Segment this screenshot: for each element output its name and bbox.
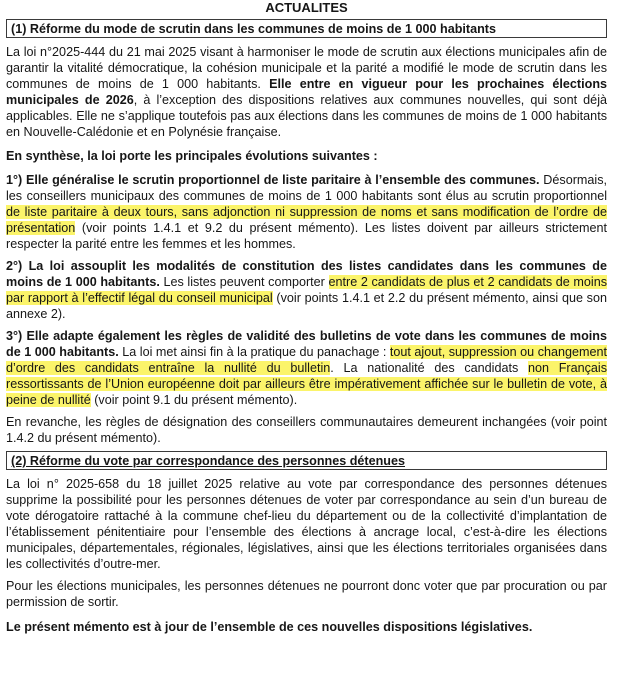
- section-1-closing: En revanche, les règles de désignation des conseillers communautaires demeurent inchangées (voir point 1.4.2 du présent mémento).: [6, 415, 607, 445]
- point-3-text-a: La loi met ainsi fin à la pratique du panachage :: [118, 345, 390, 359]
- page-title: ACTUALITES: [265, 0, 348, 15]
- section-1-intro: [6, 44, 607, 140]
- point-1-text-b: (voir points 1.4.1 et 9.2 du présent mémento). Les listes doivent par ailleurs strictement respecter la parité entre les femmes et les hommes.: [6, 221, 607, 251]
- intro-text-a: La loi n°2025-444 du 21 mai 2025 visant à harmoniser le mode de scrutin aux élections municipales afin de garantir la vitalité démocratique, la cohésion municipale et la parité a modifié le mode de scrutin dans les communes de moins de 1 000 habitants.: [6, 45, 607, 91]
- point-1: [6, 172, 607, 252]
- point-3-text-b: . La nationalité des candidats: [330, 361, 528, 375]
- point-3-highlight-a: tout ajout, suppression ou changement d’ordre des candidats entraîne la nullité du bulletin: [6, 345, 608, 375]
- section-2-heading-box: [6, 451, 607, 470]
- point-1-text-a: Désormais, les conseillers municipaux des communes de moins de 1 000 habitants sont élus au scrutin proportionnel: [6, 173, 607, 203]
- section-2-paragraph-2: Pour les élections municipales, les personnes détenues ne pourront donc voter que par procuration ou par permission de sortir.: [6, 579, 607, 609]
- point-2-heading: 2°) La loi assouplit les modalités de constitution des listes candidates dans les communes de moins de 1 000 habitants.: [6, 259, 607, 289]
- intro-bold: Elle entre en vigueur pour les prochaines élections municipales de 2026: [6, 77, 608, 107]
- point-3-highlight-b: non Français ressortissants de l’Union européenne doit par ailleurs être impérativement affichée sur le bulletin de vote, à peine de nullité: [6, 361, 608, 407]
- point-3-heading: 3°) Elle adapte également les règles de validité des bulletins de vote dans les communes de moins de 1 000 habitants.: [6, 329, 607, 359]
- point-1-highlight: de liste paritaire à deux tours, sans adjonction ni suppression de noms et sans modification de l’ordre de présentation: [6, 205, 607, 235]
- section-1-heading-box: [6, 19, 607, 38]
- summary-text: En synthèse, la loi porte les principales évolutions suivantes :: [6, 149, 378, 163]
- summary-line: [6, 148, 607, 164]
- section-1-heading: (1) Réforme du mode de scrutin dans les communes de moins de 1 000 habitants: [11, 22, 496, 36]
- point-2-text-b: (voir points 1.4.1 et 2.2 du présent mémento, ainsi que son annexe 2).: [6, 291, 607, 321]
- footer-note: Le présent mémento est à jour de l’ensemble de ces nouvelles dispositions législatives.: [6, 620, 533, 634]
- intro-text-b: , à l’exception des dispositions relatives aux communes nouvelles, qui sont déjà applicables. Elle ne s’applique toutefois pas aux élections dans les communes de moins de 1 000 habitants en Nouvelle-Calédonie et en Polynésie française.: [6, 93, 607, 139]
- section-2-paragraph-1: La loi n° 2025-658 du 18 juillet 2025 relative au vote par correspondance des personnes détenues supprime la possibilité pour les personnes détenues de voter par correspondance au sein d’un bureau de vote dérogatoire rattaché à la commune chef-lieu du département ou de la collectivité d’implantation de l’établissement pénitentiaire pour l’ensemble des élections à ancrage local, c’est-à-dire les élections municipales, départementales, régionales, législatives, ainsi que les élections territoriales organisées dans les collectivités d’outre-mer.: [6, 477, 607, 571]
- section-2-heading: (2) Réforme du vote par correspondance des personnes détenues: [11, 454, 406, 468]
- point-2-highlight: entre 2 candidats de plus et 2 candidats de moins par rapport à l’effectif légal du conseil municipal: [6, 275, 607, 305]
- point-2-text-a: Les listes peuvent comporter: [159, 275, 329, 289]
- point-1-heading: 1°) Elle généralise le scrutin proportionnel de liste paritaire à l’ensemble des communes.: [6, 173, 540, 187]
- point-2: [6, 258, 607, 322]
- point-3: [6, 328, 607, 408]
- point-3-text-c: (voir point 9.1 du présent mémento).: [90, 393, 298, 407]
